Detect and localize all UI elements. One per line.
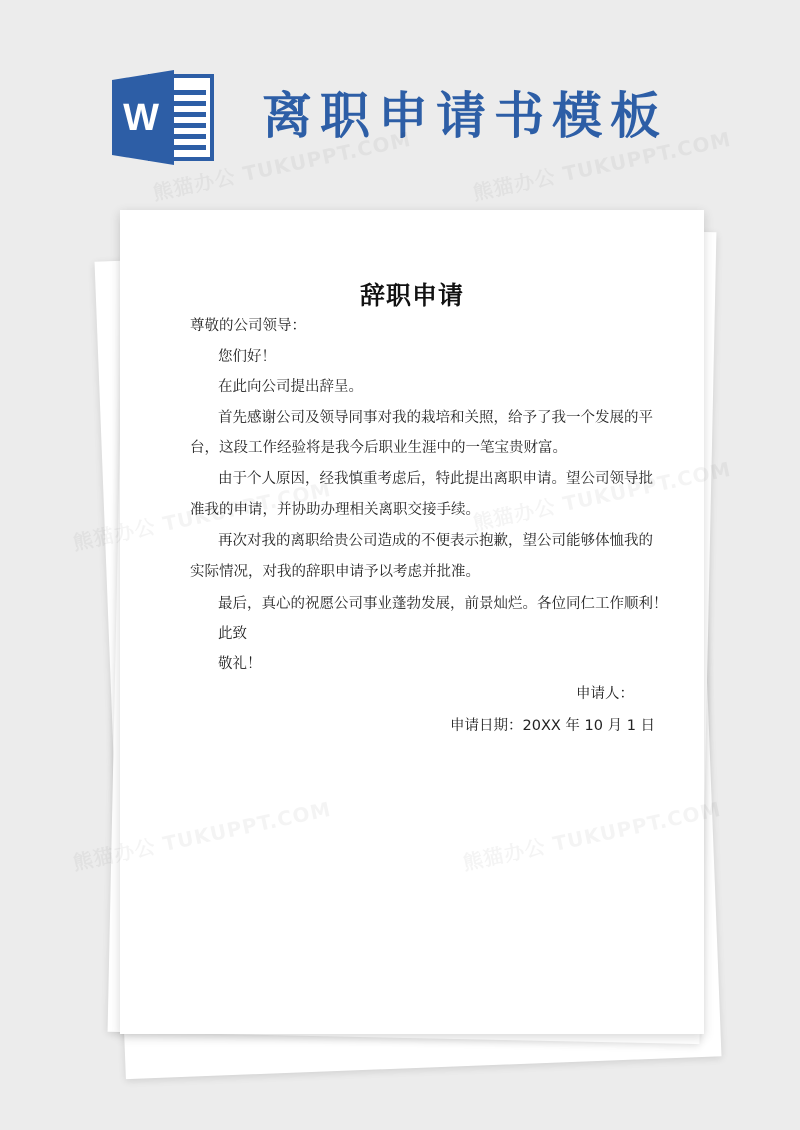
body-line: 再次对我的离职给贵公司造成的不便表示抱歉，望公司能够体恤我的 [218,533,653,549]
body-line: 实际情况，对我的辞职申请予以考虑并批准。 [190,564,480,580]
closing-line: 此致 [218,626,247,642]
watermark [70,793,334,876]
body-line: 由于个人原因，经我慎重考虑后，特此提出离职申请。望公司领导批 [218,471,653,487]
watermark [470,453,734,536]
watermark [460,793,724,876]
body-line: 首先感谢公司及领导同事对我的栽培和关照，给予了我一个发展的平 [218,410,653,426]
closing-line: 敬礼！ [218,656,262,672]
letter-sheet [120,210,704,1034]
page-title: 离职申请书模板 [262,87,668,145]
date-line: 申请日期：20XX 年 10 月 1 日 [450,718,656,734]
body-line: 在此向公司提出辞呈。 [218,379,363,395]
body-line: 最后，真心的祝愿公司事业蓬勃发展，前景灿烂。各位同仁工作顺利！ [218,596,668,612]
word-logo-icon [112,70,216,165]
letter-title: 辞职申请 [359,281,464,310]
body-line: 准我的申请，并协助办理相关离职交接手续。 [190,502,480,518]
body-line: 台，这段工作经验将是我今后职业生涯中的一笔宝贵财富。 [190,440,567,456]
svg-text:W: W [123,97,159,139]
applicant-line: 申请人： [576,686,634,702]
salutation: 尊敬的公司领导： [190,318,306,334]
greeting: 您们好！ [218,349,276,365]
